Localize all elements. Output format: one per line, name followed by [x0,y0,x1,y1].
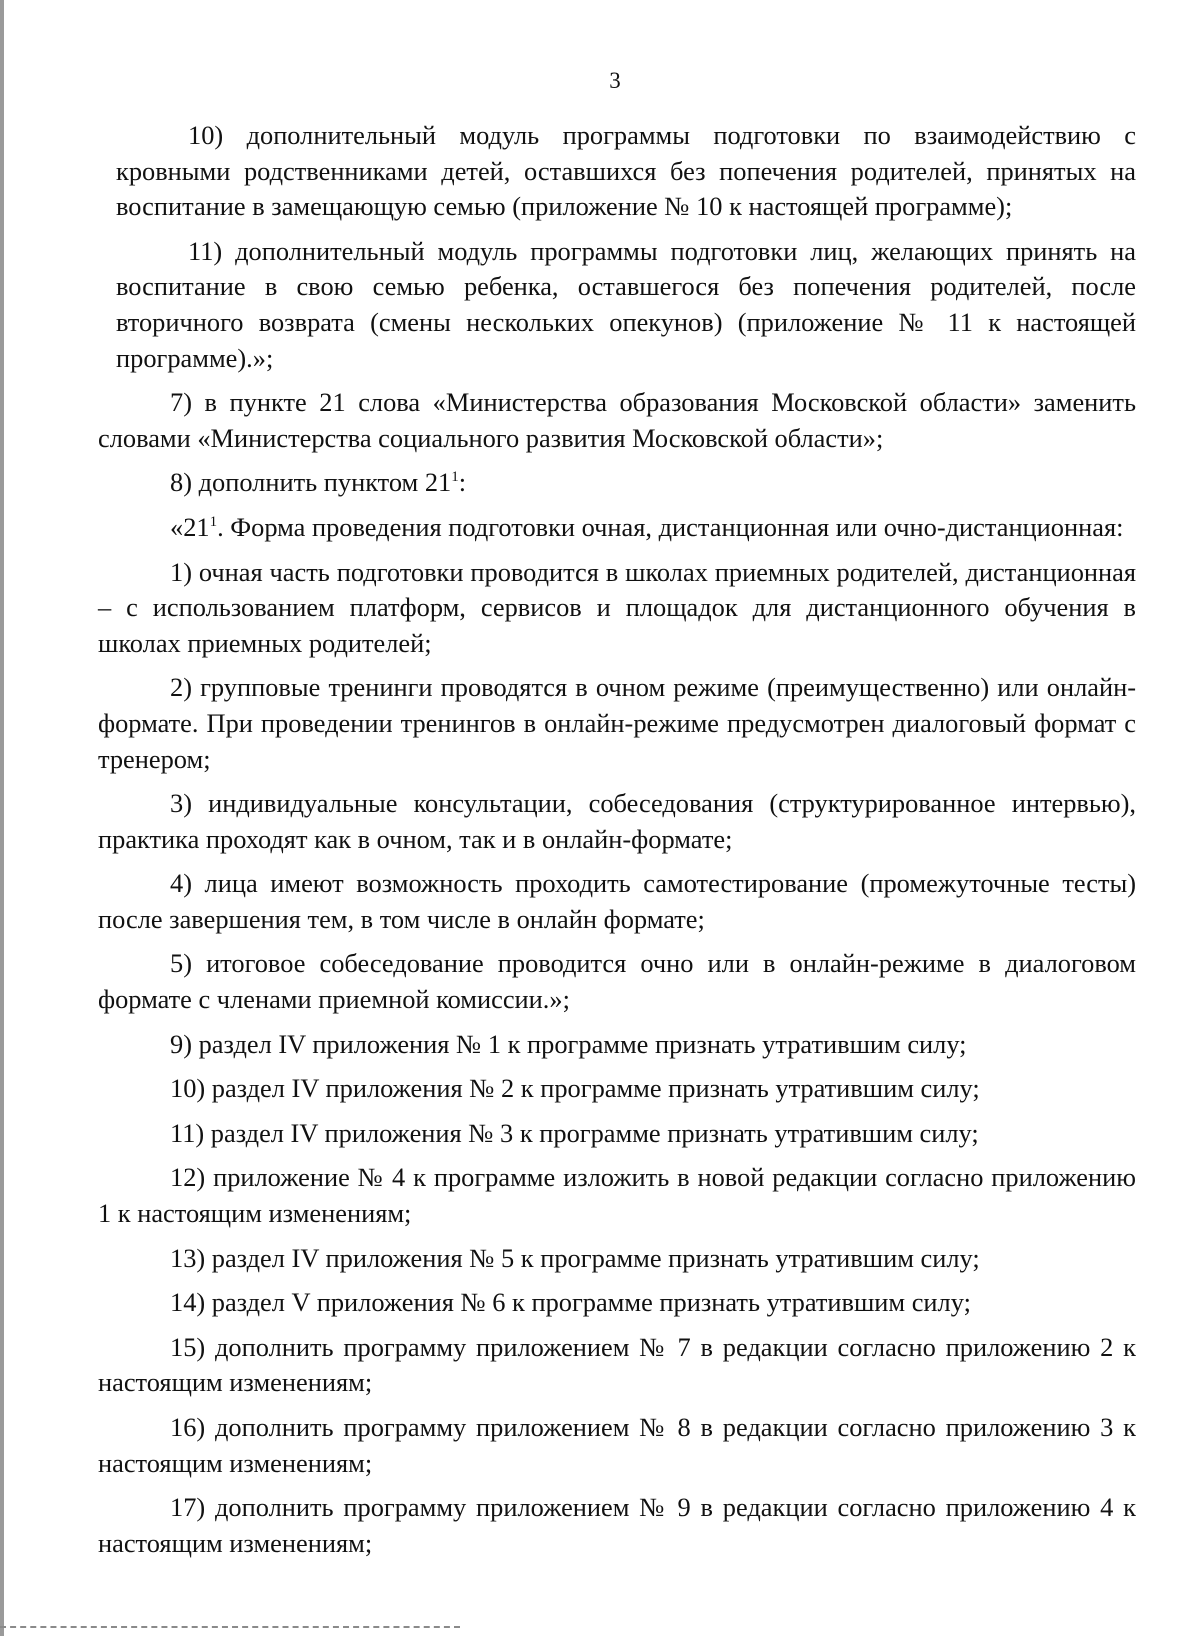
paragraph-clause-21-1 [98,510,1136,546]
paragraph-item-17: 17) дополнить программу приложением № 9 в редакции согласно приложению 4 к настоящим изменениям; [98,1492,1136,1558]
paragraph-item-8 [98,465,1136,501]
paragraph-subitem-1: 1) очная часть подготовки проводится в школах приемных родителей, дистанционная – с использованием платформ, сервисов и площадок для дистанционного обучения в школах приемных родителей; [98,556,1136,658]
paragraph-subitem-4: 4) лица имеют возможность проходить самотестирование (промежуточные тесты) после завершения тем, в том числе в онлайн формате; [98,868,1136,934]
paragraph-item-8-tail: : [458,467,467,498]
scan-left-edge [0,0,4,1636]
document-body [98,118,1136,1561]
paragraph-item-16: 16) дополнить программу приложением № 8 в редакции согласно приложению 3 к настоящим изменениям; [98,1412,1136,1478]
paragraph-item-10-module: 10) дополнительный модуль программы подготовки по взаимодействию с кровными родственниками детей, оставшихся без попечения родителей, принятых на воспитание в замещающую семью (приложение № 10 к настоящей программе); [116,120,1136,222]
paragraph-subitem-3: 3) индивидуальные консультации, собеседования (структурированное интервью), практика проходят как в очном, так и в онлайн-формате; [98,788,1136,854]
paragraph-item-9: 9) раздел IV приложения № 1 к программе признать утратившим силу; [170,1028,967,1059]
continued-list-block [98,118,1136,376]
paragraph-item-12: 12) приложение № 4 к программе изложить в новой редакции согласно приложению 1 к настоящим изменениям; [98,1162,1136,1229]
paragraph-item-8-text: 8) дополнить пунктом 21 [170,467,452,498]
paragraph-clause-21-1-start: «21 [170,511,210,542]
paragraph-subitem-5: 5) итоговое собеседование проводится очно или в онлайн-режиме в диалоговом формате с членами приемной комиссии.»; [98,948,1136,1015]
paragraph-item-14: 14) раздел V приложения № 6 к программе признать утратившим силу; [170,1287,971,1318]
superscript-mark: 1 [209,514,218,531]
scan-bottom-edge [0,1626,460,1630]
paragraph-item-11: 11) раздел IV приложения № 3 к программе признать утратившим силу; [170,1117,979,1148]
superscript-mark: 1 [451,469,459,486]
paragraph-item-10: 10) раздел IV приложения № 2 к программе признать утратившим силу; [170,1073,980,1104]
paragraph-item-13: 13) раздел IV приложения № 5 к программе признать утратившим силу; [170,1242,980,1273]
page-number: 3 [609,68,621,93]
paragraph-item-7: 7) в пункте 21 слова «Министерства образования Московской области» заменить словами «Министерства социального развития Московской области»; [98,387,1136,453]
paragraph-item-11-module: 11) дополнительный модуль программы подготовки лиц, желающих принять на воспитание в свою семью ребенка, оставшегося без попечения родителей, после вторичного возврата (смены нескольких опекунов) (приложение № 11 к настоящей программе).»; [116,235,1136,373]
paragraph-clause-21-1-text: . Форма проведения подготовки очная, дистанционная или очно-дистанционная: [217,511,1124,542]
paragraph-subitem-2: 2) групповые тренинги проводятся в очном режиме (преимущественно) или онлайн-формате. При проведении тренингов в онлайн-режиме предусмотрен диалоговый формат с тренером; [98,672,1136,774]
paragraph-item-15: 15) дополнить программу приложением № 7 в редакции согласно приложению 2 к настоящим изменениям; [98,1331,1136,1398]
